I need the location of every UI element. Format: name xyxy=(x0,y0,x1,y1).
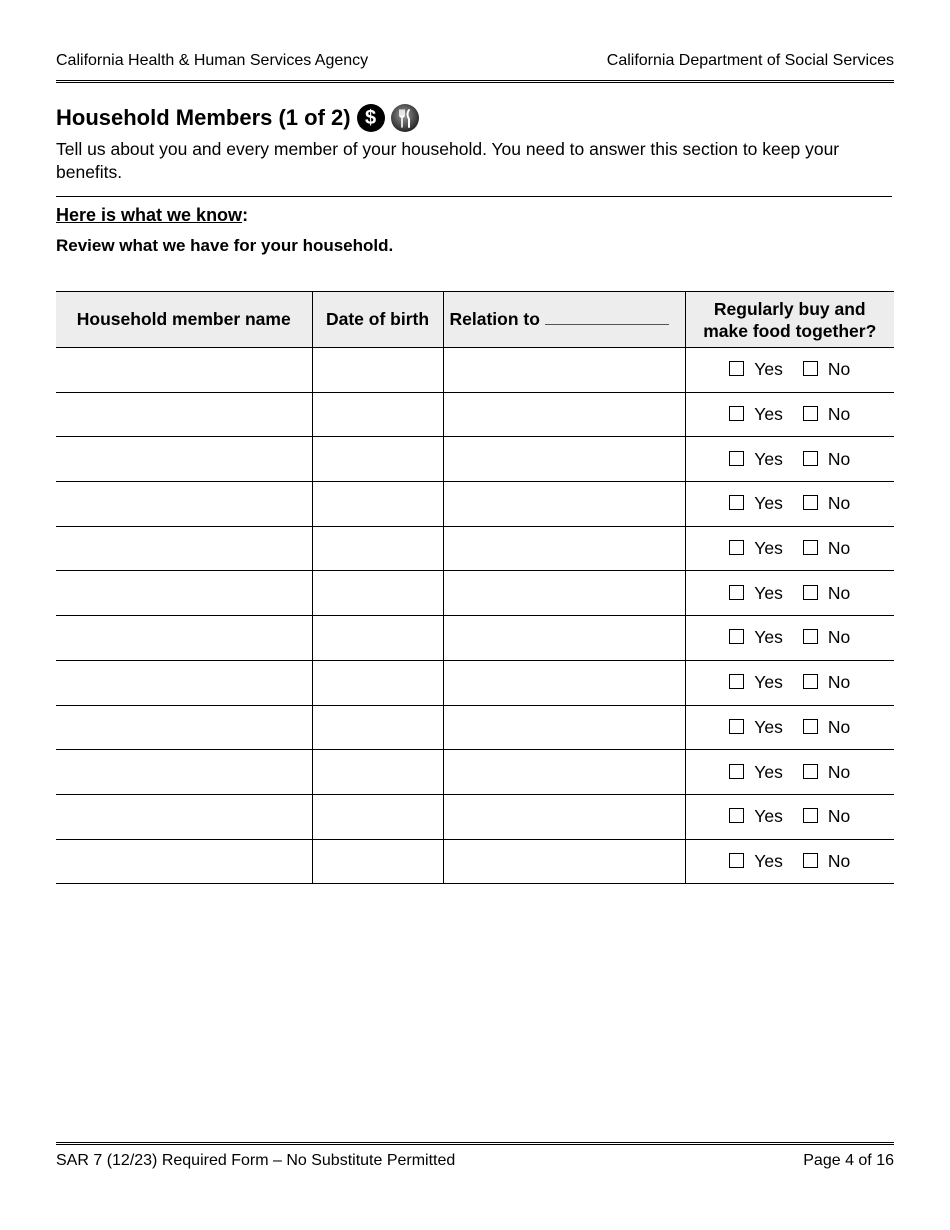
yes-checkbox[interactable] xyxy=(729,361,744,376)
yes-label: Yes xyxy=(754,538,783,559)
buy-food-together-cell xyxy=(685,660,894,705)
food-utensils-icon xyxy=(391,104,419,132)
member-name-cell[interactable] xyxy=(56,794,312,839)
buy-food-together-cell xyxy=(685,839,894,884)
table-body xyxy=(56,348,894,884)
table-row xyxy=(56,616,894,661)
no-checkbox[interactable] xyxy=(803,629,818,644)
table-row xyxy=(56,794,894,839)
yes-label: Yes xyxy=(754,850,783,871)
no-label: No xyxy=(827,582,851,603)
member-name-cell[interactable] xyxy=(56,526,312,571)
no-checkbox[interactable] xyxy=(803,540,818,555)
member-name-cell[interactable] xyxy=(56,571,312,616)
no-option[interactable] xyxy=(803,762,850,783)
no-label: No xyxy=(827,761,851,782)
what-we-know-colon: : xyxy=(242,205,249,225)
yes-option[interactable] xyxy=(729,359,783,380)
table-row xyxy=(56,705,894,750)
table-row xyxy=(56,348,894,393)
yes-checkbox[interactable] xyxy=(729,585,744,600)
no-label: No xyxy=(827,806,851,827)
header-relation-label: Relation to xyxy=(449,309,540,329)
buy-food-together-cell xyxy=(685,616,894,661)
date-of-birth-cell[interactable] xyxy=(312,616,443,661)
yes-label: Yes xyxy=(754,806,783,827)
date-of-birth-cell[interactable] xyxy=(312,839,443,884)
yes-label: Yes xyxy=(754,672,783,693)
no-checkbox[interactable] xyxy=(803,495,818,510)
member-name-cell[interactable] xyxy=(56,437,312,482)
member-name-cell[interactable] xyxy=(56,839,312,884)
yes-label: Yes xyxy=(754,404,783,425)
no-label: No xyxy=(827,716,851,737)
yes-option[interactable] xyxy=(729,851,783,872)
no-label: No xyxy=(827,627,851,648)
relation-cell[interactable] xyxy=(443,660,685,705)
yes-checkbox[interactable] xyxy=(729,406,744,421)
what-we-know-label: Here is what we know xyxy=(56,205,243,225)
date-of-birth-cell[interactable] xyxy=(312,571,443,616)
what-we-know-heading xyxy=(56,205,248,226)
no-option[interactable] xyxy=(803,851,850,872)
no-option[interactable] xyxy=(803,806,850,827)
no-option[interactable] xyxy=(803,359,850,380)
date-of-birth-cell[interactable] xyxy=(312,437,443,482)
yes-label: Yes xyxy=(754,761,783,782)
no-label: No xyxy=(827,359,851,380)
date-of-birth-cell[interactable] xyxy=(312,750,443,795)
yes-option[interactable] xyxy=(729,583,783,604)
yes-label: Yes xyxy=(754,716,783,737)
yes-option[interactable] xyxy=(729,538,783,559)
member-name-cell[interactable] xyxy=(56,482,312,527)
yes-checkbox[interactable] xyxy=(729,629,744,644)
buy-food-together-cell xyxy=(685,526,894,571)
no-checkbox[interactable] xyxy=(803,853,818,868)
date-of-birth-cell[interactable] xyxy=(312,660,443,705)
yes-option[interactable] xyxy=(729,717,783,738)
buy-food-together-cell xyxy=(685,705,894,750)
no-option[interactable] xyxy=(803,717,850,738)
relation-cell[interactable] xyxy=(443,616,685,661)
buy-food-together-cell xyxy=(685,437,894,482)
yes-label: Yes xyxy=(754,493,783,514)
table-header-row xyxy=(56,292,894,348)
member-name-cell[interactable] xyxy=(56,705,312,750)
buy-food-together-cell xyxy=(685,794,894,839)
no-label: No xyxy=(827,448,851,469)
yes-option[interactable] xyxy=(729,493,783,514)
household-members-table xyxy=(56,291,894,884)
table-row xyxy=(56,750,894,795)
table-row xyxy=(56,482,894,527)
no-label: No xyxy=(827,404,851,425)
dollar-icon: $ xyxy=(357,104,385,132)
date-of-birth-cell[interactable] xyxy=(312,392,443,437)
yes-option[interactable] xyxy=(729,627,783,648)
no-option[interactable] xyxy=(803,627,850,648)
table-row xyxy=(56,526,894,571)
agency-name: California Health & Human Services Agency xyxy=(56,52,369,69)
yes-checkbox[interactable] xyxy=(729,808,744,823)
yes-checkbox[interactable] xyxy=(729,719,744,734)
yes-option[interactable] xyxy=(729,672,783,693)
yes-option[interactable] xyxy=(729,806,783,827)
review-instruction: Review what we have for your household. xyxy=(56,236,394,255)
date-of-birth-cell[interactable] xyxy=(312,705,443,750)
relation-blank-line xyxy=(545,310,669,325)
date-of-birth-cell[interactable] xyxy=(312,348,443,393)
relation-cell[interactable] xyxy=(443,392,685,437)
member-name-cell[interactable] xyxy=(56,348,312,393)
no-option[interactable] xyxy=(803,404,850,425)
no-checkbox[interactable] xyxy=(803,406,818,421)
no-checkbox[interactable] xyxy=(803,674,818,689)
yes-option[interactable] xyxy=(729,449,783,470)
yes-label: Yes xyxy=(754,448,783,469)
yes-option[interactable] xyxy=(729,762,783,783)
section-title-row xyxy=(56,104,419,132)
yes-checkbox[interactable] xyxy=(729,451,744,466)
relation-cell[interactable] xyxy=(443,348,685,393)
buy-food-together-cell xyxy=(685,571,894,616)
no-option[interactable] xyxy=(803,583,850,604)
member-name-cell[interactable] xyxy=(56,750,312,795)
no-option[interactable] xyxy=(803,672,850,693)
no-label: No xyxy=(827,538,851,559)
no-label: No xyxy=(827,850,851,871)
member-name-cell[interactable] xyxy=(56,392,312,437)
table-row xyxy=(56,437,894,482)
page-header xyxy=(56,52,894,83)
section-title: Household Members (1 of 2) xyxy=(56,105,351,130)
relation-cell[interactable] xyxy=(443,571,685,616)
buy-food-together-cell xyxy=(685,348,894,393)
no-option[interactable] xyxy=(803,538,850,559)
yes-checkbox[interactable] xyxy=(729,764,744,779)
relation-cell[interactable] xyxy=(443,482,685,527)
table-row xyxy=(56,571,894,616)
member-name-cell[interactable] xyxy=(56,660,312,705)
yes-label: Yes xyxy=(754,359,783,380)
relation-cell[interactable] xyxy=(443,794,685,839)
section-intro: Tell us about you and every member of your household. You need to answer this section to keep your benefits. xyxy=(56,139,840,182)
header-relation xyxy=(443,292,685,348)
date-of-birth-cell[interactable] xyxy=(312,526,443,571)
date-of-birth-cell[interactable] xyxy=(312,794,443,839)
yes-checkbox[interactable] xyxy=(729,674,744,689)
no-option[interactable] xyxy=(803,493,850,514)
section-divider xyxy=(56,196,892,197)
date-of-birth-cell[interactable] xyxy=(312,482,443,527)
form-identifier: SAR 7 (12/23) Required Form – No Substitute Permitted xyxy=(56,1152,456,1169)
relation-cell[interactable] xyxy=(443,705,685,750)
buy-food-together-cell xyxy=(685,392,894,437)
relation-cell[interactable] xyxy=(443,526,685,571)
no-label: No xyxy=(827,672,851,693)
relation-cell[interactable] xyxy=(443,839,685,884)
no-checkbox[interactable] xyxy=(803,719,818,734)
relation-cell[interactable] xyxy=(443,750,685,795)
buy-food-together-cell xyxy=(685,750,894,795)
department-name: California Department of Social Services xyxy=(606,52,894,69)
page-number: Page 4 of 16 xyxy=(803,1152,894,1169)
no-label: No xyxy=(827,493,851,514)
no-checkbox[interactable] xyxy=(803,361,818,376)
relation-cell[interactable] xyxy=(443,437,685,482)
yes-checkbox[interactable] xyxy=(729,853,744,868)
yes-option[interactable] xyxy=(729,404,783,425)
yes-checkbox[interactable] xyxy=(729,495,744,510)
buy-food-together-cell xyxy=(685,482,894,527)
table-row xyxy=(56,660,894,705)
no-checkbox[interactable] xyxy=(803,585,818,600)
header-date-of-birth: Date of birth xyxy=(312,292,443,348)
member-name-cell[interactable] xyxy=(56,616,312,661)
yes-label: Yes xyxy=(754,627,783,648)
table-row xyxy=(56,392,894,437)
page-footer xyxy=(56,1142,894,1169)
table-row xyxy=(56,839,894,884)
yes-checkbox[interactable] xyxy=(729,540,744,555)
yes-label: Yes xyxy=(754,582,783,603)
no-checkbox[interactable] xyxy=(803,451,818,466)
no-checkbox[interactable] xyxy=(803,764,818,779)
header-buy-food-together: Regularly buy and make food together? xyxy=(685,292,894,348)
header-member-name: Household member name xyxy=(56,292,312,348)
no-checkbox[interactable] xyxy=(803,808,818,823)
no-option[interactable] xyxy=(803,449,850,470)
